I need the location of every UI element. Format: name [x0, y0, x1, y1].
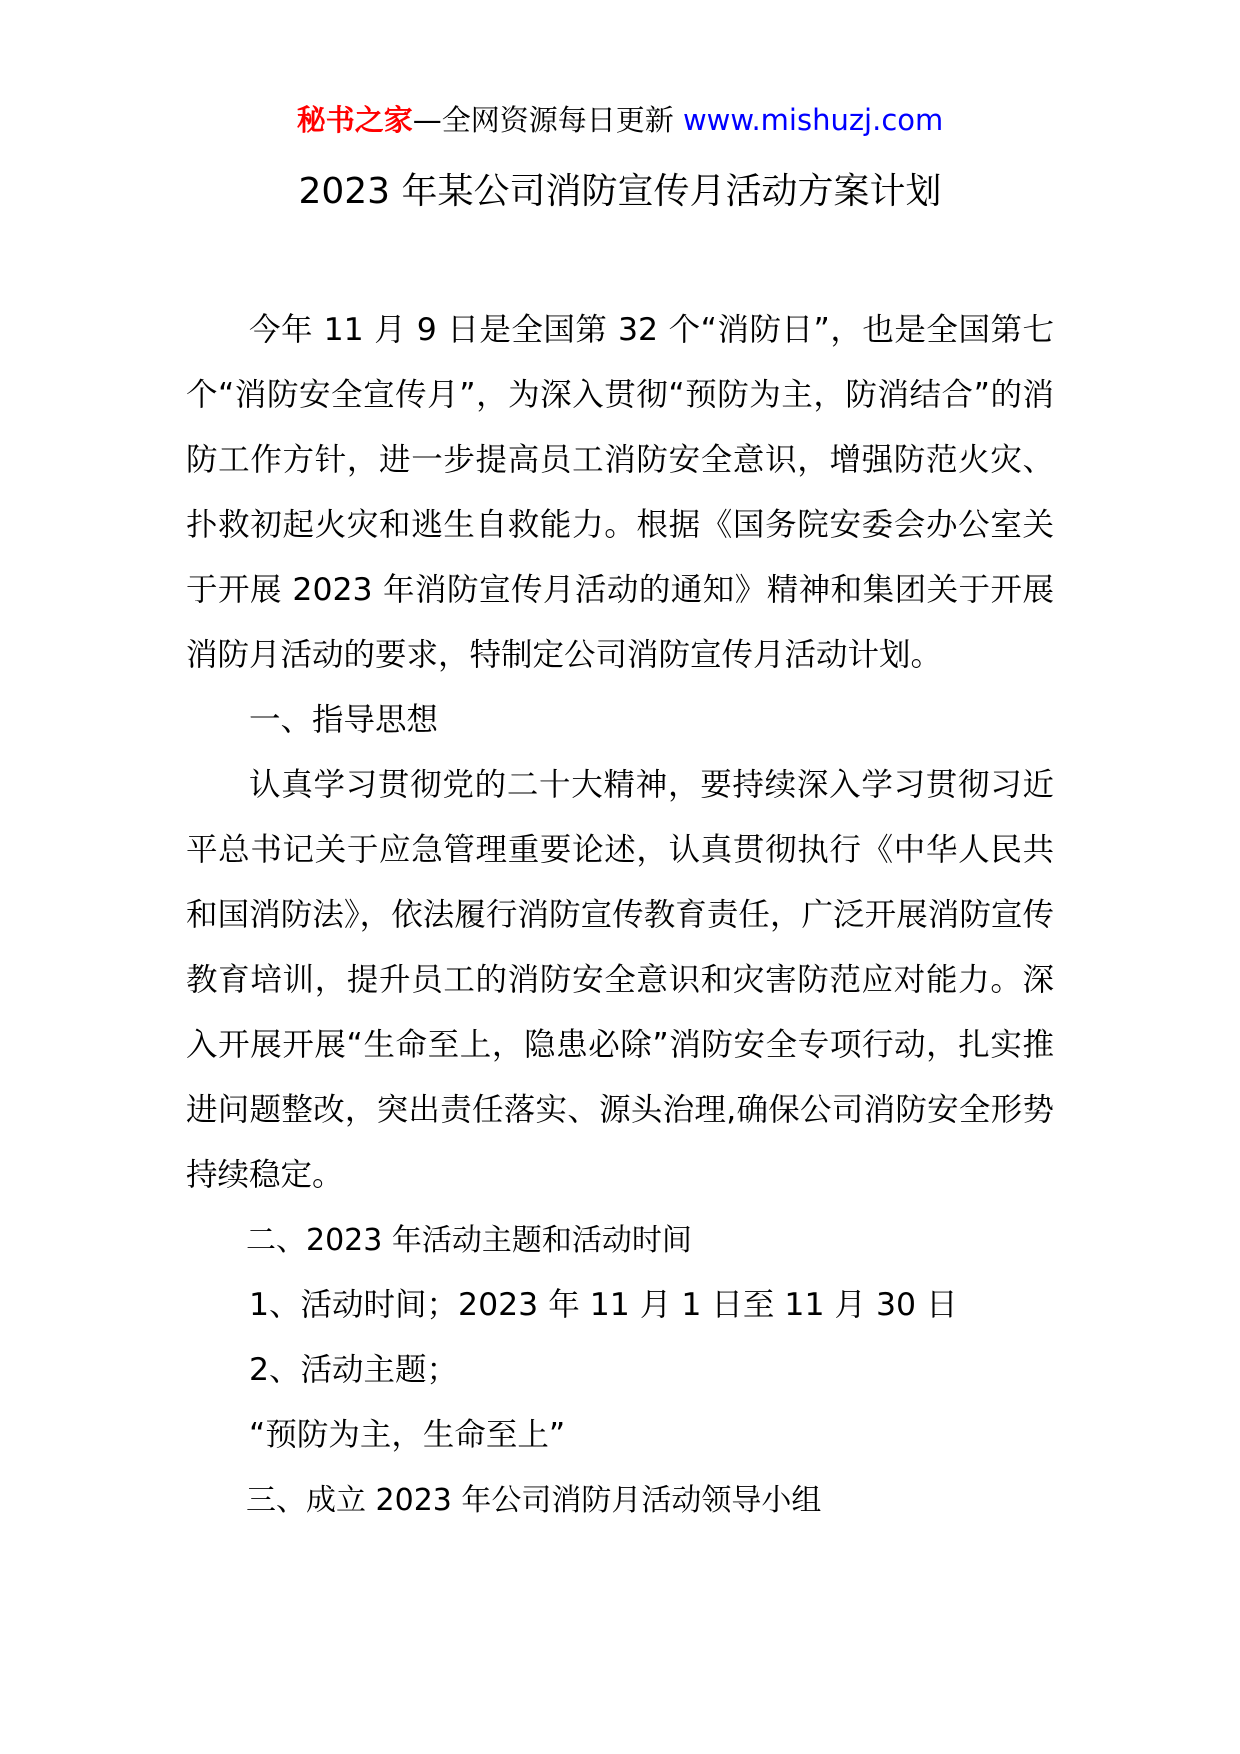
- document-title: 2023 年某公司消防宣传月活动方案计划: [298, 171, 942, 212]
- site-url-link[interactable]: www.mishuzj.com: [682, 103, 944, 137]
- section3-heading: 三、成立 2023 年公司消防月活动领导小组: [246, 1483, 822, 1518]
- section1-heading: 一、指导思想: [249, 702, 439, 738]
- intro-paragraph: 今年 11 月 9 日是全国第 32 个“消防日”，也是全国第七个“消防安全宣传月”，为深入贯彻“预防为主，防消结合”的消防工作方针，进一步提高员工消防安全意识，增强防范火灾、扑救初起火灾和逃生自救能力。根据《国务院安委会办公室关于开展 2023 年消防宣传月活动的通知》精神和集团关于开展消防月活动的要求，特制定公司消防宣传月活动计划。: [186, 312, 1054, 673]
- activity-theme-text: “预防为主，生命至上”: [249, 1417, 566, 1453]
- activity-theme-item: 2、活动主题；: [249, 1352, 459, 1388]
- site-tagline: —全网资源每日更新: [412, 103, 674, 137]
- site-header: [0, 100, 1240, 140]
- section1-paragraph: 认真学习贯彻党的二十大精神，要持续深入学习贯彻习近平总书记关于应急管理重要论述，认真贯彻执行《中华人民共和国消防法》，依法履行消防宣传教育责任，广泛开展消防宣传教育培训，提升员工的消防安全意识和灾害防范应对能力。深入开展开展“生命至上，隐患必除”消防安全专项行动，扎实推进问题整改，突出责任落实、源头治理,确保公司消防安全形势持续稳定。: [186, 767, 1054, 1193]
- section2-heading: 二、2023 年活动主题和活动时间: [246, 1223, 692, 1258]
- document-body: [186, 298, 1054, 1533]
- site-brand: 秘书之家: [296, 103, 413, 137]
- activity-time-item: 1、活动时间；2023 年 11 月 1 日至 11 月 30 日: [249, 1287, 958, 1323]
